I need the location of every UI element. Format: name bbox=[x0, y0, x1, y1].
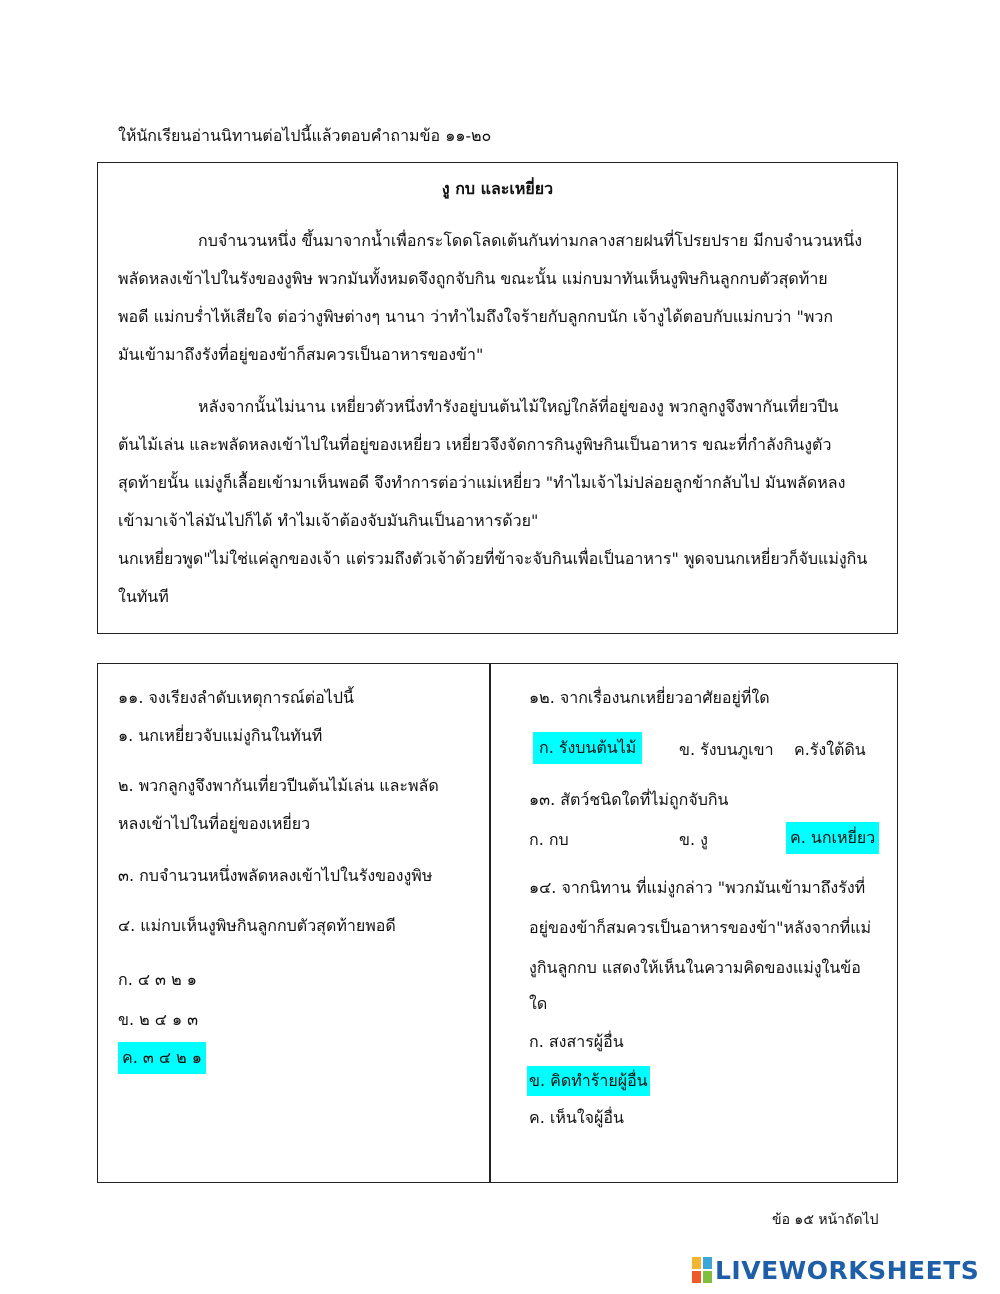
story-title: งู กบ และเหยี่ยว bbox=[441, 179, 554, 198]
story-box bbox=[97, 162, 898, 634]
next-page-note: ข้อ ๑๕ หน้าถัดไป bbox=[772, 1212, 879, 1228]
q11-event: ๑. นกเหยี่ยวจับแม่งูกินในทันที bbox=[118, 726, 323, 745]
column-divider bbox=[489, 664, 491, 1182]
story-line: เข้ามาเจ้าไล่มันไปก็ได้ ทำไมเจ้าต้องจับมันกินเป็นอาหารด้วย" bbox=[118, 511, 539, 530]
q14-option-c[interactable]: ค. เห็นใจผู้อื่น bbox=[529, 1108, 624, 1127]
q14-option-a[interactable]: ก. สงสารผู้อื่น bbox=[529, 1032, 624, 1051]
q12-question: ๑๒. จากเรื่องนกเหยี่ยวอาศัยอยู่ที่ใด bbox=[529, 688, 770, 707]
liveworksheets-icon bbox=[692, 1257, 712, 1283]
story-line: มันเข้ามาถึงรังที่อยู่ของข้าก็สมควรเป็นอาหารของข้า" bbox=[118, 345, 484, 364]
instruction-text: ให้นักเรียนอ่านนิทานต่อไปนี้แล้วตอบคำถามข้อ ๑๑-๒๐ bbox=[118, 126, 492, 145]
story-line: พลัดหลงเข้าไปในรังของงูพิษ พวกมันทั้งหมดจึงถูกจับกิน ขณะนั้น แม่กบมาทันเห็นงูพิษกินลูกกบตัวสุดท้าย bbox=[118, 269, 828, 288]
story-line: พอดี แม่กบร่ำไห้เสียใจ ต่อว่างูพิษต่างๆ นานา ว่าทำไมถึงใจร้ายกับลูกกบนัก เจ้างูได้ตอบกับแม่กบว่า "พวก bbox=[118, 307, 834, 326]
q12-option-b[interactable]: ข. รังบนภูเขา bbox=[679, 740, 774, 759]
story-line: หลังจากนั้นไม่นาน เหยี่ยวตัวหนึ่งทำรังอยู่บนต้นไม้ใหญ่ใกล้ที่อยู่ของงู พวกลูกงูจึงพากันเที่ยวปีน bbox=[198, 397, 839, 416]
q12-option-a-selected[interactable]: ก. รังบนต้นไม้ bbox=[533, 732, 642, 764]
q14-option-b-selected[interactable]: ข. คิดทำร้ายผู้อื่น bbox=[527, 1066, 650, 1096]
story-line: ในทันที bbox=[118, 587, 169, 606]
q11-event: หลงเข้าไปในที่อยู่ของเหยี่ยว bbox=[118, 814, 311, 833]
q14-question-line: ๑๔. จากนิทาน ที่แม่งูกล่าว "พวกมันเข้ามาถึงรังที่ bbox=[529, 878, 866, 897]
q11-event: ๔. แม่กบเห็นงูพิษกินลูกกบตัวสุดท้ายพอดี bbox=[118, 916, 396, 935]
q11-option-a[interactable]: ก. ๔ ๓ ๒ ๑ bbox=[118, 970, 197, 989]
q11-option-b[interactable]: ข. ๒ ๔ ๑ ๓ bbox=[118, 1010, 199, 1029]
q11-event: ๒. พวกลูกงูจึงพากันเที่ยวปีนต้นไม้เล่น และพลัด bbox=[118, 776, 439, 795]
liveworksheets-logo bbox=[692, 1255, 979, 1285]
q13-option-a[interactable]: ก. กบ bbox=[529, 830, 569, 849]
story-line: กบจำนวนหนึ่ง ขึ้นมาจากน้ำเพื่อกระโดดโลดเต้นกันท่ามกลางสายฝนที่โปรยปราย มีกบจำนวนหนึ่ง bbox=[198, 231, 863, 250]
q13-question: ๑๓. สัตว์ชนิดใดที่ไม่ถูกจับกิน bbox=[529, 790, 729, 809]
story-line: สุดท้ายนั้น แม่งูก็เลื้อยเข้ามาเห็นพอดี จึงทำการต่อว่าแม่เหยี่ยว "ทำไมเจ้าไม่ปล่อยลูกข้ากลับไป มันพลัดหลง bbox=[118, 473, 846, 492]
q11-question: ๑๑. จงเรียงลำดับเหตุการณ์ต่อไปนี้ bbox=[118, 688, 354, 707]
q14-question-line: ใด bbox=[529, 994, 548, 1013]
q14-question-line: งูกินลูกกบ แสดงให้เห็นในความคิดของแม่งูในข้อ bbox=[529, 958, 861, 977]
q12-option-c[interactable]: ค.รังใต้ดิน bbox=[794, 740, 866, 759]
q13-option-b[interactable]: ข. งู bbox=[679, 830, 708, 849]
q11-event: ๓. กบจำนวนหนึ่งพลัดหลงเข้าไปในรังของงูพิษ bbox=[118, 866, 433, 885]
story-line: นกเหยี่ยวพูด"ไม่ใช่แค่ลูกของเจ้า แต่รวมถึงตัวเจ้าด้วยที่ข้าจะจับกินเพื่อเป็นอาหาร" พูดจบนกเหยี่ยวก็จับแม่งูกิน bbox=[118, 549, 868, 568]
liveworksheets-wordmark: LIVEWORKSHEETS bbox=[715, 1255, 980, 1285]
story-line: ต้นไม้เล่น และพลัดหลงเข้าไปในที่อยู่ของเหยี่ยว เหยี่ยวจึงจัดการกินงูพิษกินเป็นอาหาร ขณะที่กำลังกินงูตัว bbox=[118, 435, 832, 454]
questions-box bbox=[97, 663, 898, 1183]
q13-option-c-selected[interactable]: ค. นกเหยี่ยว bbox=[786, 822, 879, 854]
q14-question-line: อยู่ของข้าก็สมควรเป็นอาหารของข้า"หลังจากที่แม่ bbox=[529, 918, 872, 937]
q11-option-c-selected[interactable]: ค. ๓ ๔ ๒ ๑ bbox=[118, 1042, 206, 1074]
